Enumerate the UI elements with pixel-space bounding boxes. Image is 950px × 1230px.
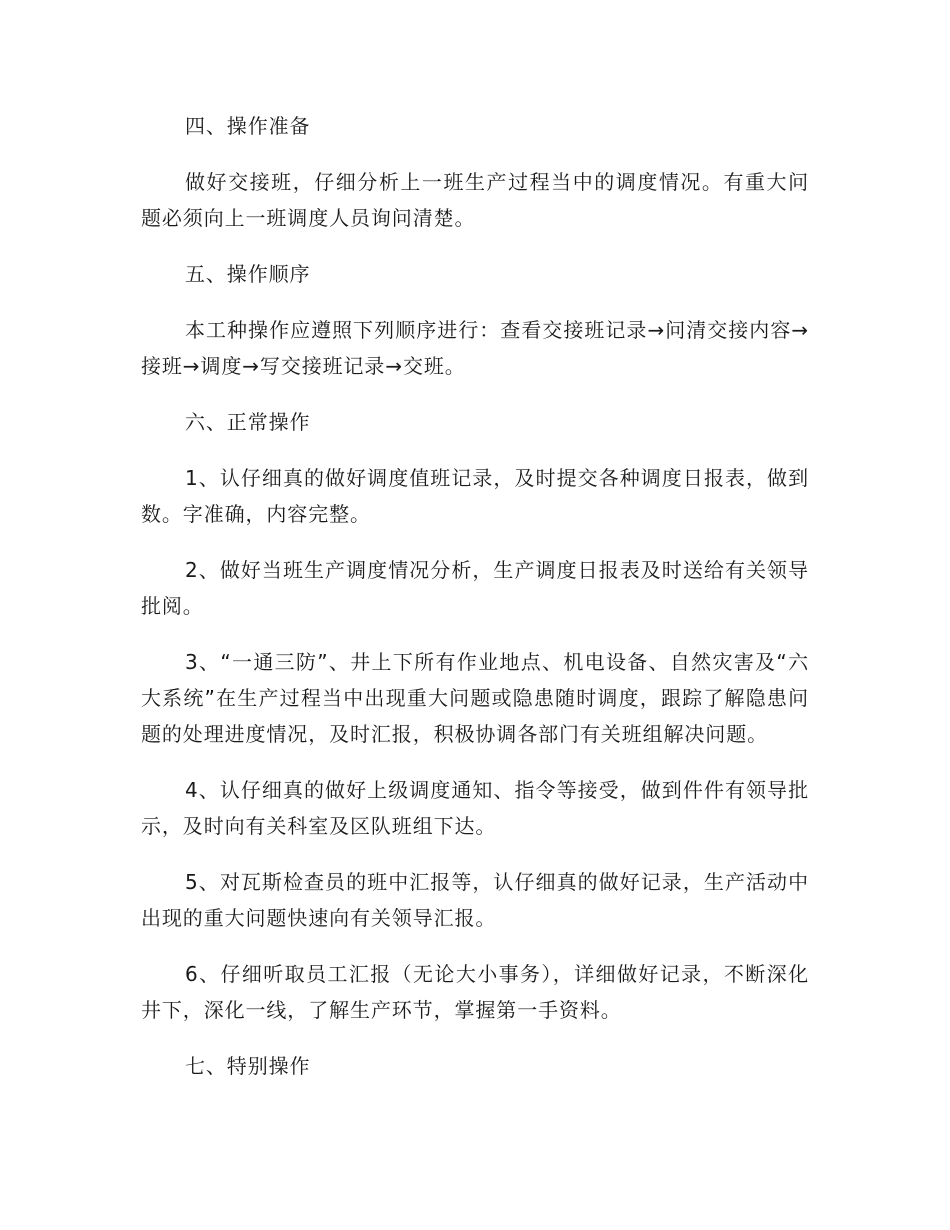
section-heading-prep: 四、操作准备 bbox=[185, 114, 311, 138]
paragraph-normal-2: 2、做好当班生产调度情况分析，生产调度日报表及时送给有关领导批阅。 bbox=[141, 558, 809, 618]
paragraph-normal-1: 1、认仔细真的做好调度值班记录，及时提交各种调度日报表，做到数。字准确，内容完整。 bbox=[141, 466, 809, 526]
section-heading-order: 五、操作顺序 bbox=[185, 262, 311, 286]
paragraph-normal-4: 4、认仔细真的做好上级调度通知、指令等接受，做到件件有领导批示，及时向有关科室及区队班组下达。 bbox=[141, 778, 809, 838]
paragraph-order: 本工种操作应遵照下列顺序进行：查看交接班记录→问清交接内容→接班→调度→写交接班记录→交班。 bbox=[141, 318, 809, 378]
document-body bbox=[141, 108, 809, 1084]
section-heading-normal: 六、正常操作 bbox=[185, 410, 311, 434]
paragraph-normal-6: 6、仔细听取员工汇报（无论大小事务），详细做好记录，不断深化井下，深化一线，了解生产环节，掌握第一手资料。 bbox=[141, 962, 809, 1022]
paragraph-normal-3: 3、“一通三防”、井上下所有作业地点、机电设备、自然灾害及“六大系统”在生产过程当中出现重大问题或隐患随时调度，跟踪了解隐患问题的处理进度情况，及时汇报，积极协调各部门有关班组解决问题。 bbox=[141, 650, 809, 746]
paragraph-prep: 做好交接班，仔细分析上一班生产过程当中的调度情况。有重大问题必须向上一班调度人员询问清楚。 bbox=[141, 170, 809, 230]
section-heading-special: 七、特别操作 bbox=[185, 1054, 311, 1078]
paragraph-normal-5: 5、对瓦斯检查员的班中汇报等，认仔细真的做好记录，生产活动中出现的重大问题快速向有关领导汇报。 bbox=[141, 870, 809, 930]
